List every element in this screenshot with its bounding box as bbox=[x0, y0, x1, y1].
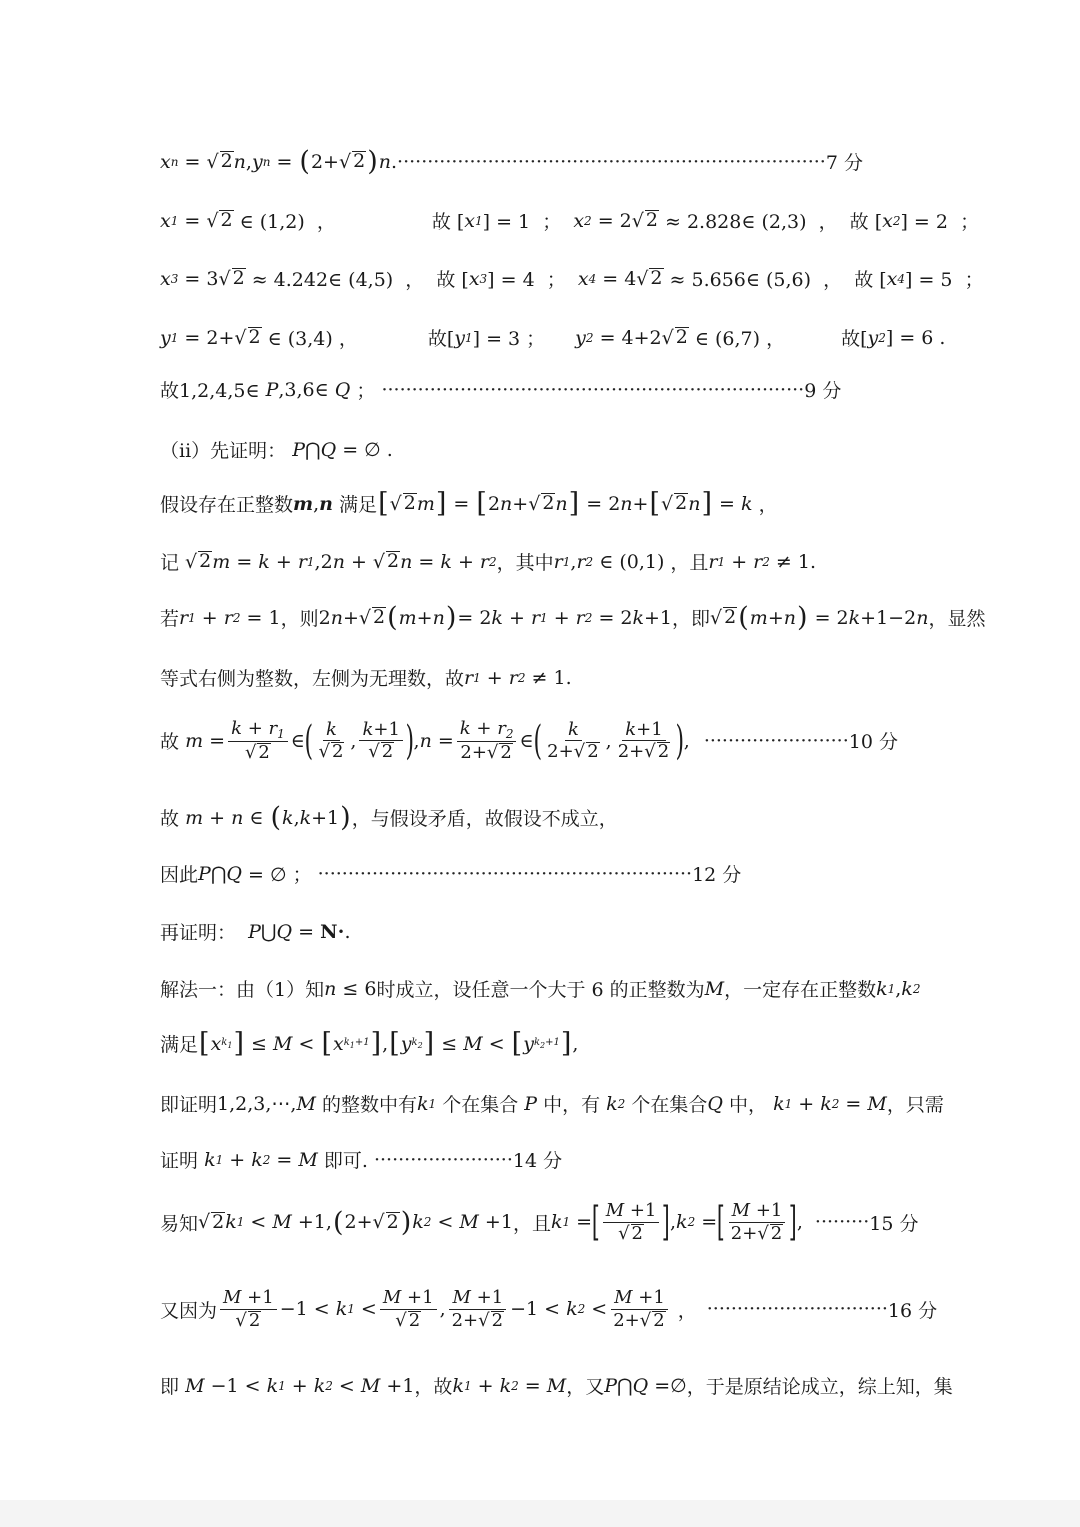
line-assume: 假设存在正整数 m , n 满足 [ √ 2 m ] = [ 2 n +√ 2 n ] = 2 n + [ √ 2 n ] = k ， bbox=[160, 488, 778, 519]
line-x1-x2: x 1 = √ 2 ∈ (1,2) ， 故 [ x 1 ] = 1 ； x 2 = 2√ 2 ≈ 2.828∈ (2,3) ， 故 [ x 2 ] = 2 ； bbox=[160, 209, 980, 233]
score-14: 14 分 bbox=[512, 1150, 563, 1172]
line-m-n-intervals: 故 m = $\frac{k + r_1}{√ 2}$ ∈ ( $\frac{k}{√ 2}$ , $\frac{k+1}{√ 2}$ ) , n = $\frac{k + r_2}{2+√ 2}$ ∈ ( $\frac{k}{2+√ 2}$ , $\frac{k+1}{2+√ 2}$ ) , ························ 10 分 bbox=[160, 717, 898, 764]
line-if: 若 r 1 + r 2 = 1 ，则 2 n +√ 2 ( m + n ) = 2 k + r 1 + r 2 = 2 k +1 ，即 √ 2 ( m + n ) = 2 k +1−2 n ，显然 bbox=[160, 602, 986, 633]
line-satisfy: 满足 [ x $k_1$ ] ≤ M < [ x $k_1+1$ ] , [ y $k_2$ ] ≤ M < [ y $k_2+1$ ] , bbox=[160, 1028, 579, 1059]
score-12: 12 分 bbox=[692, 864, 742, 886]
line-method-one: 解法一：由（1）知 n ≤ 6 时成立，设任意一个大于 6 的正整数为 M ，一定存在正整数 k 1 , k 2 bbox=[160, 977, 921, 1001]
line-conclusion: 即 M −1 < k 1 + k 2 < M +1 ，故 k 1 + k 2 = M ，又 P ⋂ Q =∅ ，于是原结论成立，综上知，集 bbox=[160, 1374, 953, 1398]
line-prove-sum: 证明 k 1 + k 2 = M 即可. ······················· 14 分 bbox=[160, 1146, 920, 1173]
score-7: 7 分 bbox=[825, 152, 863, 174]
line-y1-y2: y 1 = 2+√ 2 ∈ (3,4) ， 故[ y 1 ] = 3 ； y 2 = 4+2√ 2 ∈ (6,7) ， 故[ y 2 ] = 6 . bbox=[160, 326, 946, 350]
line-easy-know: 易知 √ 2 k 1 < M +1, ( 2+√ 2 ) k 2 < M +1 ，且 k 1 = [ $\frac{M +1}{√ 2}$ ] , k 2 = [ $\frac{M +1}{2+√ 2}$ ] , ········· 15 分 bbox=[160, 1199, 919, 1246]
line-contradiction: 故 m + n ∈ ( k , k +1 ) ，与假设矛盾，故假设不成立， bbox=[160, 802, 618, 833]
score-9: 9 分 bbox=[804, 380, 842, 402]
score-15: 15 分 bbox=[869, 1212, 919, 1235]
line-prove-count: 即证明 1,2,3,⋯, M 的整数中有 k 1 个在集合 P 中，有 k 2 个在集合 Q 中， k 1 + k 2 = M ，只需 bbox=[160, 1092, 944, 1116]
line-xn-yn: x n = √ 2 n , y n = ( 2+√ 2 ) n . ······································································· 7 分 bbox=[160, 146, 863, 177]
page-bottom-strip bbox=[0, 1500, 1080, 1527]
line-because: 又因为 $\frac{M +1}{√ 2}$ −1 < k 1 < $\frac{M +1}{√ 2}$ , $\frac{M +1}{2+√ 2}$ −1 < k 2 < $\frac{M +1}{2+√ 2}$ ， ······························ 16 分 bbox=[160, 1287, 938, 1331]
score-10: 10 分 bbox=[848, 731, 898, 754]
line-x3-x4: x 3 = 3√ 2 ≈ 4.242∈ (4,5) ， 故 [ x 3 ] = 4 ； x 4 = 4√ 2 ≈ 5.656∈ (5,6) ， 故 [ x 4 ] = 5 ； bbox=[160, 267, 984, 291]
score-16: 16 分 bbox=[887, 1299, 938, 1322]
line-record: 记 √ 2 m = k + r 1 ,2 n + √ 2 n = k + r 2 ，其中 r 1 , r 2 ∈ (0,1) ，且 r 1 + r 2 ≠ 1. bbox=[160, 550, 817, 574]
line-hence: 因此 P ⋂ Q = ∅ ； ······························································ 12 分 bbox=[160, 860, 920, 887]
line-part-ii: （ii）先证明： P ⋂ Q = ∅ . bbox=[160, 438, 393, 462]
line-then-prove: 再证明： P ⋃ Q = N • . bbox=[160, 920, 351, 944]
line-membership: 故1,2,4,5∈ P ,3,6∈ Q ； ······································································ 9 分 bbox=[160, 376, 920, 403]
line-equation-note: 等式右侧为整数，左侧为无理数，故 r 1 + r 2 ≠ 1. bbox=[160, 666, 572, 690]
